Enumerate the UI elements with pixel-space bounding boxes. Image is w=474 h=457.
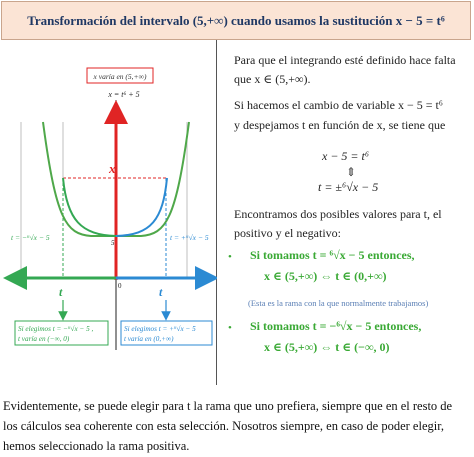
branch-note: (Esta es la rama con la que normalmente trabajamos) bbox=[248, 298, 429, 308]
positive-case-line-2: x ∈ (5,+∞) ⇔ t ∈ (0,+∞) bbox=[264, 269, 387, 283]
text-line-5: Encontramos dos posibles valores para t, el bbox=[234, 207, 442, 221]
graph-svg bbox=[1, 40, 217, 385]
bullet-positive: • bbox=[228, 251, 232, 263]
negative-case-line-1: Si tomamos t = −⁶√x − 5 entonces, bbox=[250, 319, 422, 333]
bullet-negative: • bbox=[228, 322, 232, 334]
negative-case-line-2: x ∈ (5,+∞) ⇔ t ∈ (−∞, 0) bbox=[264, 340, 390, 354]
x-range-text: x varía en (5,+∞) bbox=[93, 72, 147, 81]
explanation-panel bbox=[218, 40, 472, 385]
t-label-negative: t bbox=[59, 285, 63, 299]
neg-box-line2: t varía en (−∞, 0) bbox=[18, 335, 70, 343]
pos-branch-label: t = +⁶√x − 5 bbox=[170, 233, 209, 242]
neg-box-line1: Si elegimos t = −⁶√x − 5 , bbox=[18, 325, 94, 333]
pos-box-line1: Si elegimos t = +⁶√x − 5 bbox=[124, 325, 196, 333]
conclusion-line-2: los cálculos sea coherente con esta selección. Nosotros siempre, en caso de poder elegir, bbox=[3, 419, 444, 433]
tick-0: 0 bbox=[118, 282, 122, 290]
text-line-3: Si hacemos el cambio de variable x − 5 = t⁶ bbox=[234, 98, 443, 112]
title-text: Transformación del intervalo (5,+∞) cuando usamos la sustitución x − 5 = t⁶ bbox=[27, 12, 445, 28]
pos-branch bbox=[116, 178, 167, 236]
text-line-2: que x ∈ (5,+∞). bbox=[234, 72, 311, 86]
text-line-4: y despejamos t en función de x, se tiene que bbox=[234, 118, 446, 132]
text-line-6: positivo y el negativo: bbox=[234, 226, 341, 240]
conclusion-paragraph bbox=[3, 396, 471, 456]
conclusion-line-3: hemos seleccionado la rama positiva. bbox=[3, 439, 190, 453]
page-title bbox=[1, 1, 471, 40]
graph-panel bbox=[1, 40, 217, 385]
equation-arrow: ⇕ bbox=[346, 165, 357, 179]
conclusion-line-1: Evidentemente, se puede elegir para t la rama que uno prefiera, siempre que en el resto de bbox=[3, 399, 453, 413]
equation-2: t = ±⁶√x − 5 bbox=[318, 180, 379, 194]
pos-box-line2: t varía en (0,+∞) bbox=[124, 335, 174, 343]
t-label-positive: t bbox=[159, 285, 163, 299]
text-line-1: Para que el integrando esté definido hace falta bbox=[234, 53, 456, 67]
equation-1: x − 5 = t⁶ bbox=[322, 149, 370, 163]
x-label: x bbox=[109, 161, 116, 176]
equation-label: x = t⁶ + 5 bbox=[108, 90, 140, 99]
neg-branch-label: t = −⁶√x − 5 bbox=[11, 233, 50, 242]
positive-case-line-1: Si tomamos t = ⁶√x − 5 entonces, bbox=[250, 248, 415, 262]
tick-5: 5 bbox=[111, 239, 115, 247]
